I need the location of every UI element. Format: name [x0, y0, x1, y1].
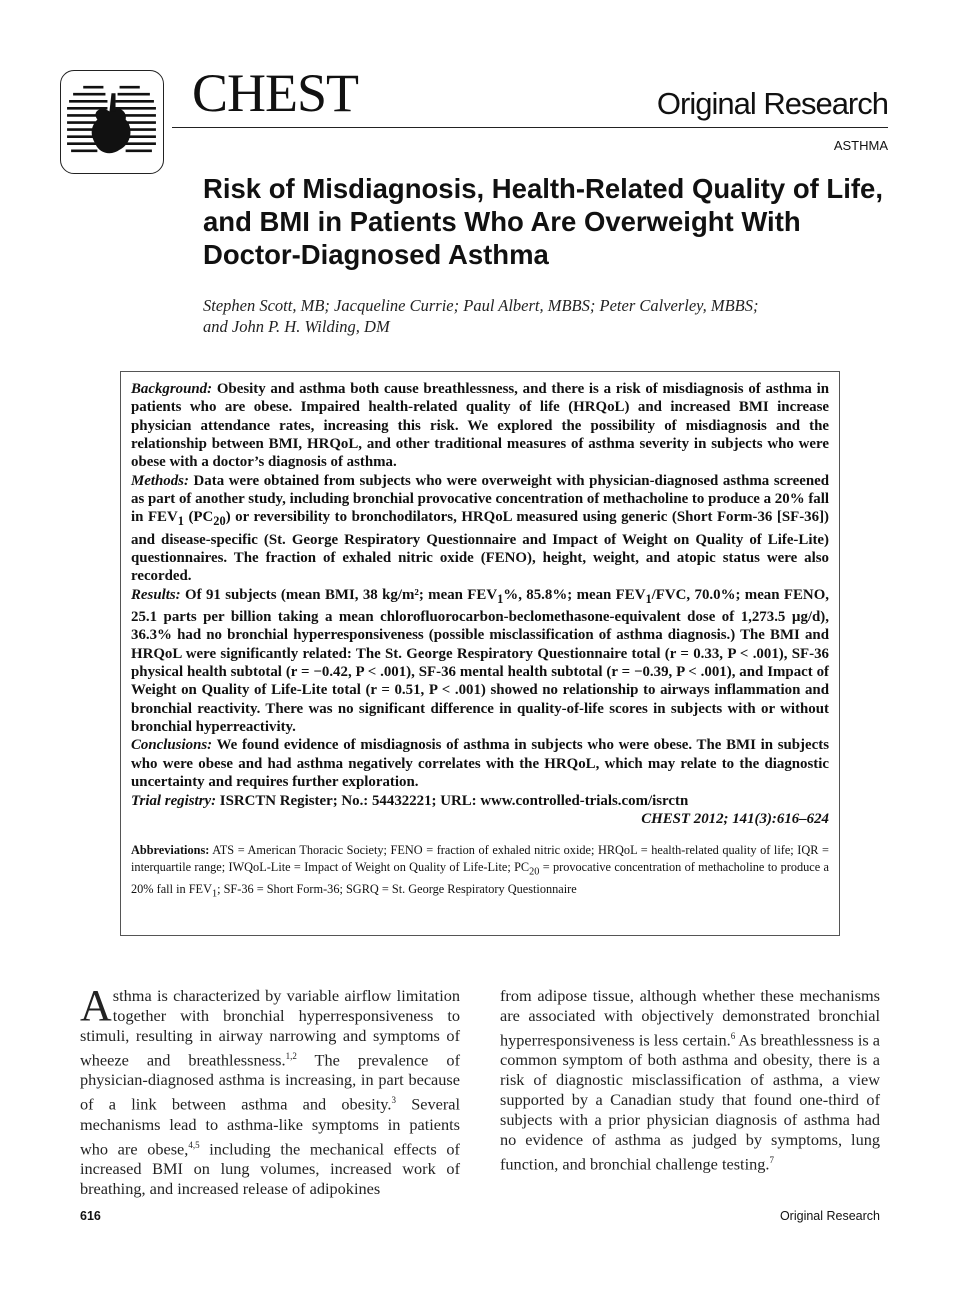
abbrev-text: ATS = American Thoracic Society; FENO = fraction of exhaled nitric oxide; HRQoL = health-related quality of life; IQR = interquartile range; IWQoL-Lite = Impact of Weight on Quality of Life-Lite; PC — [131, 843, 829, 874]
methods-label: Methods: — [131, 472, 189, 489]
reference-marker[interactable]: 1,2 — [285, 1051, 297, 1061]
reference-marker[interactable]: 6 — [730, 1031, 736, 1041]
subscript: 1 — [645, 591, 652, 606]
abbrev-text: = provocative concentration of methacholine to produce a 20% fall in FEV — [131, 859, 829, 896]
abbreviations — [131, 842, 829, 902]
conclusions-label: Conclusions: — [131, 737, 213, 754]
body-text: sthma is characterized by variable airflow limitation together with bronchial hyperresponsiveness to stimuli, resulting in airway narrowing and symptoms of wheeze and breathlessness. — [80, 986, 460, 1070]
body-column-right — [500, 986, 880, 1175]
footer-section-label: Original Research — [779, 1209, 880, 1223]
subscript: 1 — [497, 591, 504, 606]
abstract-background — [131, 380, 829, 472]
article-title: Risk of Misdiagnosis, Health-Related Quality of Life, and BMI in Patients Who Are Overweight With Doctor-Diagnosed Asthma — [203, 173, 883, 270]
author-list — [203, 295, 843, 337]
abbrev-text: ; SF-36 = Short Form-36; SGRQ = St. George Respiratory Questionnaire — [217, 881, 577, 896]
journal-logo — [60, 70, 164, 174]
abstract-conclusions — [131, 736, 829, 791]
body-column-left — [80, 981, 461, 1199]
reference-marker[interactable]: 3 — [391, 1095, 396, 1106]
abstract-methods — [131, 472, 829, 586]
topic-label: ASTHMA — [833, 138, 888, 153]
results-text: %, 85.8%; mean FEV — [503, 586, 646, 603]
methods-text: (PC — [183, 509, 214, 526]
authors-line: and John P. H. Wilding, DM — [203, 317, 390, 336]
abstract-box — [120, 371, 840, 936]
authors-line: Stephen Scott, MB; Jacqueline Currie; Paul Albert, MBBS; Peter Calverley, MBBS; — [203, 296, 759, 315]
journal-name: CHEST — [192, 63, 359, 123]
subscript: 1 — [211, 888, 218, 900]
trial-text: ISRCTN Register; No.: 54432221; URL: www.controlled-trials.com/isrctn — [219, 792, 689, 809]
results-text: Of 91 subjects (mean BMI, 38 kg/m²; mean FEV — [185, 586, 498, 603]
methods-text: ) or reversibility to bronchodilators, HRQoL measured using generic (Short Form-36 [SF-36]) and disease-specific (St. George Respiratory Questionnaire and Impact of Weight on Quality of Life-Lite) questionnaires. The fraction of exhaled nitric oxide (FENO), height, weight, and atopic status were also recorded. — [131, 509, 829, 585]
background-text: Obesity and asthma both cause breathlessness, and there is a risk of misdiagnosis of asthma in patients who are obese. Impaired health-related quality of life (HRQoL) and increased BMI increase physician attendance rates, increasing this risk. We explored the possibility of misdiagnosis and the relationship between BMI, HRQoL, and other traditional measures of asthma severity in subjects who were obese with a doctor’s diagnosis of asthma. — [131, 381, 829, 471]
page-number: 616 — [80, 1209, 101, 1223]
subscript: 1 — [177, 514, 184, 529]
body-text: including the mechanical effects of increased BMI on lung volumes, increased work of breathing, and increased release of adipokines — [80, 1139, 460, 1199]
results-label: Results: — [131, 586, 181, 603]
body-text: The prevalence of physician-diagnosed asthma is increasing, in part because of a link between asthma and obesity. — [80, 1050, 460, 1114]
results-text: /FVC, 70.0%; mean FENO, 25.1 parts per billion taking a mean chlorofluorocarbon-beclomethasone-equivalent dose of 1,273.5 µg/d), 36.3% had no bronchial hyperresponsiveness (possible misclassification of asthma diagnosis.) The BMI and HRQoL were significantly related: The St. George Respiratory Questionnaire total (r = 0.33, P < .001), SF-36 physical health subtotal (r = −0.42, P < .001), SF-36 mental health subtotal (r = −0.39, P < .001), and Impact of Weight on Quality of Life-Lite total (r = 0.51, P < .001) showed no relationship to airways inflammation and bronchial reactivity. There was no significant difference in quality-of-life scores in subjects with or without bronchial hyperreactivity. — [131, 586, 829, 736]
background-label: Background: — [131, 381, 213, 397]
abstract-results — [131, 586, 829, 737]
body-text: Several mechanisms lead to asthma-like symptoms in patients who are obese, — [80, 1094, 461, 1159]
methods-text: Data were obtained from subjects who were overweight with physician-diagnosed asthma screened as part of another study, including bronchial provocative concentration of methacholine to produce a 20% fall in FEV — [131, 472, 829, 526]
reference-marker[interactable]: 7 — [769, 1155, 774, 1166]
body-paragraph — [500, 986, 880, 1175]
trial-label: Trial registry: — [131, 792, 217, 809]
body-text: from adipose tissue, although whether these mechanisms are associated with objectively demonstrated bronchial hyperresponsiveness is less certain. — [500, 986, 880, 1050]
lungs-heart-icon — [61, 71, 162, 172]
conclusions-text: We found evidence of misdiagnosis of asthma in subjects who were obese. The BMI in subjects who were obese and had asthma negatively correlates with the HRQoL, which may relate to the diagnostic uncertainty and requires further exploration. — [131, 737, 829, 791]
subscript: 20 — [529, 866, 540, 878]
header-rule — [172, 127, 888, 128]
reference-marker[interactable]: 4,5 — [188, 1139, 200, 1150]
body-text: As breathlessness is a common symptom of both asthma and obesity, there is a risk of diagnostic misclassification of asthma, a view supported by a Canadian study that found one-third of subjects with a prior physician diagnosis of asthma had no evidence of asthma as judged by symptoms, lung function, and bronchial challenge testing. — [500, 1030, 881, 1174]
abstract-trial-registry — [131, 792, 829, 810]
section-label: Original Research — [656, 86, 888, 121]
subscript: 20 — [213, 514, 226, 529]
body-paragraph — [80, 981, 461, 1199]
citation: CHEST 2012; 141(3):616–624 — [641, 810, 829, 827]
abbrev-label: Abbreviations: — [131, 843, 210, 858]
drop-cap: A — [80, 981, 112, 1030]
